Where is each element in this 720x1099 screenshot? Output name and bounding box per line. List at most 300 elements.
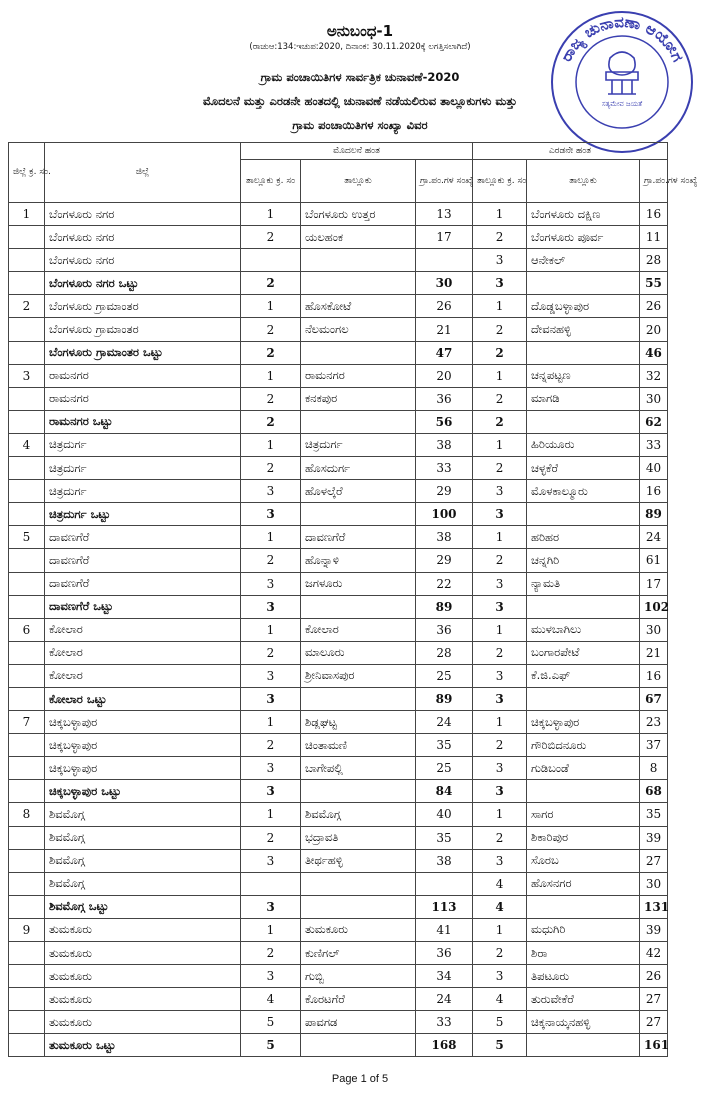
p1-gp-count-cell: 84 (416, 780, 473, 803)
district-cell: ತುಮಕೂರು (45, 918, 241, 941)
p1-taluk-cell (301, 780, 416, 803)
col-district-no: ಜಿಲ್ಲೆ ಕ್ರ. ಸಂ. (9, 143, 45, 203)
p1-taluk-cell (301, 872, 416, 895)
table-row (9, 664, 668, 687)
district-cell: ಚಿತ್ರದುರ್ಗ (45, 457, 241, 480)
district-cell: ಕೋಲಾರ ಒಟ್ಟು (45, 687, 241, 710)
table-row (9, 1011, 668, 1034)
annex-title: ಅನುಬಂಧ-1 (326, 22, 394, 40)
p2-gp-count-cell: 28 (640, 249, 668, 272)
district-sl-cell (9, 687, 45, 710)
p1-taluk-cell: ತುಮಕೂರು (301, 918, 416, 941)
p2-taluk-no-cell: 1 (473, 711, 527, 734)
p2-taluk-no-cell: 3 (473, 249, 527, 272)
p2-taluk-no-cell: 3 (473, 780, 527, 803)
p1-taluk-no-cell: 2 (241, 410, 301, 433)
seal-motto: ಸತ್ಯಮೇವ ಜಯತೆ (601, 100, 643, 108)
p2-taluk-cell: ಮಧುಗಿರಿ (527, 918, 640, 941)
p2-taluk-no-cell: 1 (473, 918, 527, 941)
p2-gp-count-cell: 30 (640, 618, 668, 641)
p1-gp-count-cell: 33 (416, 457, 473, 480)
p2-taluk-cell (527, 687, 640, 710)
p1-taluk-cell: ದಾವಣಗೆರೆ (301, 526, 416, 549)
table-body (9, 203, 668, 1057)
p2-taluk-cell: ಚಿಕ್ಕನಾಯ್ಕನಹಳ್ಳಿ (527, 1011, 640, 1034)
p1-taluk-cell (301, 341, 416, 364)
p2-gp-count-cell: 16 (640, 480, 668, 503)
p1-taluk-no-cell (241, 249, 301, 272)
col-phase-1: ಮೊದಲನೆ ಹಂತ (241, 143, 473, 160)
p1-taluk-no-cell: 1 (241, 803, 301, 826)
p2-gp-count-cell: 161 (640, 1034, 668, 1057)
p2-taluk-cell (527, 272, 640, 295)
p1-taluk-no-cell: 1 (241, 618, 301, 641)
p2-gp-count-cell: 30 (640, 387, 668, 410)
p1-taluk-no-cell: 1 (241, 711, 301, 734)
table-row (9, 549, 668, 572)
table-row (9, 480, 668, 503)
p1-gp-count-cell: 89 (416, 595, 473, 618)
p1-taluk-cell: ಮಾಲೂರು (301, 641, 416, 664)
p1-taluk-cell: ರಾಮನಗರ (301, 364, 416, 387)
p1-taluk-cell: ಚಿಂತಾಮಣಿ (301, 734, 416, 757)
p2-taluk-no-cell: 4 (473, 872, 527, 895)
p1-gp-count-cell: 38 (416, 526, 473, 549)
p2-taluk-no-cell: 3 (473, 687, 527, 710)
p1-taluk-cell: ಕನಕಪುರ (301, 387, 416, 410)
p1-gp-count-cell: 29 (416, 549, 473, 572)
p2-taluk-no-cell: 5 (473, 1011, 527, 1034)
document-title-line-2: ಮೊದಲನೆ ಮತ್ತು ಎರಡನೇ ಹಂತದಲ್ಲಿ ಚುನಾವಣೆ ನಡೆಯಲಿರುವ ತಾಲ್ಲೂಕುಗಳು ಮತ್ತು (202, 94, 518, 108)
p1-taluk-no-cell: 3 (241, 687, 301, 710)
district-sl-cell (9, 595, 45, 618)
table-row (9, 734, 668, 757)
col-p2-taluk-no: ತಾಲ್ಲೂಕು ಕ್ರ. ಸಂ (473, 160, 527, 203)
district-cell: ಚಿಕ್ಕಬಳ್ಳಾಪುರ (45, 734, 241, 757)
table-total-row (9, 503, 668, 526)
p1-gp-count-cell: 40 (416, 803, 473, 826)
p1-taluk-no-cell: 3 (241, 965, 301, 988)
district-sl-cell (9, 549, 45, 572)
p2-gp-count-cell: 89 (640, 503, 668, 526)
district-sl-cell (9, 664, 45, 687)
p2-gp-count-cell: 61 (640, 549, 668, 572)
table-row (9, 364, 668, 387)
district-sl-cell (9, 572, 45, 595)
district-sl-cell (9, 457, 45, 480)
p2-taluk-no-cell: 4 (473, 895, 527, 918)
p2-taluk-cell: ಕೆ.ಜಿ.ಎಫ್ (527, 664, 640, 687)
col-phase-2: ಎರಡನೇ ಹಂತ (473, 143, 668, 160)
p1-taluk-cell: ಯಲಹಂಕ (301, 226, 416, 249)
district-cell: ಚಿಕ್ಕಬಳ್ಳಾಪುರ ಒಟ್ಟು (45, 780, 241, 803)
p2-taluk-no-cell: 4 (473, 988, 527, 1011)
p2-taluk-no-cell: 3 (473, 572, 527, 595)
p1-gp-count-cell: 168 (416, 1034, 473, 1057)
col-district: ಜಿಲ್ಲೆ (45, 143, 241, 203)
p2-taluk-cell: ತುರುವೇಕೆರೆ (527, 988, 640, 1011)
district-cell: ಬೆಂಗಳೂರು ಗ್ರಾಮಾಂತರ (45, 318, 241, 341)
p2-taluk-cell (527, 780, 640, 803)
district-sl-cell (9, 249, 45, 272)
district-cell: ದಾವಣಗೆರೆ (45, 572, 241, 595)
p1-gp-count-cell: 38 (416, 849, 473, 872)
p2-gp-count-cell: 21 (640, 641, 668, 664)
district-cell: ದಾವಣಗೆರೆ (45, 526, 241, 549)
district-cell: ಚಿತ್ರದುರ್ಗ ಒಟ್ಟು (45, 503, 241, 526)
p2-taluk-no-cell: 3 (473, 849, 527, 872)
district-sl-cell (9, 272, 45, 295)
p2-taluk-no-cell: 3 (473, 503, 527, 526)
p1-taluk-cell: ಹೊಸಕೋಟೆ (301, 295, 416, 318)
p2-taluk-no-cell: 2 (473, 318, 527, 341)
district-sl-cell (9, 387, 45, 410)
p1-gp-count-cell: 47 (416, 341, 473, 364)
table-row (9, 295, 668, 318)
p2-taluk-cell: ಶಿರಾ (527, 942, 640, 965)
district-cell: ಶಿವಮೊಗ್ಗ (45, 803, 241, 826)
p2-taluk-cell: ಹರಿಹರ (527, 526, 640, 549)
p1-taluk-no-cell: 3 (241, 595, 301, 618)
p2-gp-count-cell: 24 (640, 526, 668, 549)
p2-taluk-no-cell: 5 (473, 1034, 527, 1057)
p2-taluk-cell (527, 595, 640, 618)
p2-gp-count-cell: 32 (640, 364, 668, 387)
p1-taluk-no-cell: 3 (241, 780, 301, 803)
district-sl-cell: 4 (9, 433, 45, 456)
district-cell: ಕೋಲಾರ (45, 641, 241, 664)
annex-reference: (ರಾಚುಆ:134:ಇಚುಪ:2020, ದಿನಾಂಕ: 30.11.2020ಕ್ಕೆ ಲಗತ್ತಿಸಲಾಗಿದೆ) (249, 42, 471, 52)
district-sl-cell (9, 872, 45, 895)
p1-taluk-no-cell: 1 (241, 918, 301, 941)
p1-taluk-no-cell (241, 872, 301, 895)
p2-gp-count-cell: 33 (640, 433, 668, 456)
p1-taluk-no-cell: 3 (241, 572, 301, 595)
seal-text: ರಾಜ್ಯ ಚುನಾವಣಾ ಆಯೋಗ (557, 12, 687, 65)
p1-taluk-no-cell: 2 (241, 942, 301, 965)
district-cell: ತುಮಕೂರು (45, 965, 241, 988)
p1-gp-count-cell (416, 872, 473, 895)
p1-taluk-cell (301, 595, 416, 618)
p2-gp-count-cell: 39 (640, 826, 668, 849)
p1-gp-count-cell: 13 (416, 203, 473, 226)
table-total-row (9, 780, 668, 803)
p2-taluk-no-cell: 2 (473, 410, 527, 433)
p2-taluk-cell: ಆನೇಕಲ್ (527, 249, 640, 272)
p2-gp-count-cell: 46 (640, 341, 668, 364)
p2-taluk-cell (527, 341, 640, 364)
p1-gp-count-cell: 30 (416, 272, 473, 295)
p1-taluk-cell (301, 410, 416, 433)
p1-gp-count-cell: 29 (416, 480, 473, 503)
district-sl-cell (9, 965, 45, 988)
table-total-row (9, 687, 668, 710)
p2-gp-count-cell: 27 (640, 849, 668, 872)
p2-gp-count-cell: 8 (640, 757, 668, 780)
table-row (9, 618, 668, 641)
p1-gp-count-cell: 33 (416, 1011, 473, 1034)
p2-taluk-cell: ಹೊಸನಗರ (527, 872, 640, 895)
p1-taluk-no-cell: 2 (241, 734, 301, 757)
col-p1-taluk-no: ತಾಲ್ಲೂಕು ಕ್ರ. ಸಂ (241, 160, 301, 203)
district-sl-cell: 3 (9, 364, 45, 387)
p2-taluk-no-cell: 3 (473, 272, 527, 295)
p2-gp-count-cell: 131 (640, 895, 668, 918)
p1-taluk-cell: ಚಿತ್ರದುರ್ಗ (301, 433, 416, 456)
district-sl-cell (9, 1034, 45, 1057)
p2-taluk-no-cell: 2 (473, 641, 527, 664)
district-cell: ಕೋಲಾರ (45, 664, 241, 687)
p1-taluk-cell: ಜಗಳೂರು (301, 572, 416, 595)
p2-gp-count-cell: 35 (640, 803, 668, 826)
table-row (9, 826, 668, 849)
p1-taluk-cell: ಪಾವಗಡ (301, 1011, 416, 1034)
p2-gp-count-cell: 37 (640, 734, 668, 757)
table-row (9, 572, 668, 595)
p2-taluk-no-cell: 2 (473, 734, 527, 757)
district-sl-cell: 5 (9, 526, 45, 549)
district-sl-cell (9, 942, 45, 965)
p2-taluk-cell: ಚಳ್ಳಕೆರೆ (527, 457, 640, 480)
district-cell: ರಾಮನಗರ (45, 387, 241, 410)
table-row (9, 249, 668, 272)
p1-taluk-cell (301, 687, 416, 710)
p1-taluk-no-cell: 2 (241, 272, 301, 295)
district-sl-cell (9, 895, 45, 918)
district-cell: ಬೆಂಗಳೂರು ಗ್ರಾಮಾಂತರ (45, 295, 241, 318)
p1-taluk-no-cell: 3 (241, 480, 301, 503)
district-cell: ಶಿವಮೊಗ್ಗ ಒಟ್ಟು (45, 895, 241, 918)
p2-gp-count-cell: 23 (640, 711, 668, 734)
p1-taluk-no-cell: 2 (241, 826, 301, 849)
p2-taluk-cell: ಶಿಕಾರಿಪುರ (527, 826, 640, 849)
table-row (9, 988, 668, 1011)
p2-gp-count-cell: 39 (640, 918, 668, 941)
table-row (9, 942, 668, 965)
district-sl-cell (9, 641, 45, 664)
p1-gp-count-cell: 20 (416, 364, 473, 387)
p1-gp-count-cell: 34 (416, 965, 473, 988)
district-cell: ಕೋಲಾರ (45, 618, 241, 641)
p2-taluk-cell: ಹಿರಿಯೂರು (527, 433, 640, 456)
p1-gp-count-cell: 35 (416, 826, 473, 849)
table-total-row (9, 410, 668, 433)
table-row (9, 757, 668, 780)
district-cell: ಶಿವಮೊಗ್ಗ (45, 849, 241, 872)
table-total-row (9, 595, 668, 618)
col-p1-gp-count: ಗ್ರಾ.ಪಂ.ಗಳ ಸಂಖ್ಯೆ (416, 160, 473, 203)
p2-taluk-no-cell: 1 (473, 803, 527, 826)
table-row (9, 526, 668, 549)
district-sl-cell (9, 734, 45, 757)
p2-taluk-cell: ಬಂಗಾರಪೇಟೆ (527, 641, 640, 664)
p1-taluk-no-cell: 2 (241, 549, 301, 572)
p1-taluk-no-cell: 3 (241, 664, 301, 687)
p1-gp-count-cell: 24 (416, 711, 473, 734)
district-sl-cell: 7 (9, 711, 45, 734)
taluk-gp-table (8, 142, 698, 1057)
district-cell: ತುಮಕೂರು (45, 942, 241, 965)
p2-taluk-no-cell: 3 (473, 757, 527, 780)
p2-taluk-no-cell: 1 (473, 203, 527, 226)
p2-taluk-cell: ಚನ್ನಪಟ್ಟಣ (527, 364, 640, 387)
p1-taluk-cell: ಕುಣಿಗಲ್ (301, 942, 416, 965)
district-sl-cell: 9 (9, 918, 45, 941)
p2-taluk-cell (527, 503, 640, 526)
p1-taluk-no-cell: 1 (241, 526, 301, 549)
p1-taluk-no-cell: 2 (241, 226, 301, 249)
district-cell: ಚಿತ್ರದುರ್ಗ (45, 433, 241, 456)
p1-taluk-cell (301, 895, 416, 918)
district-sl-cell (9, 410, 45, 433)
p1-gp-count-cell: 89 (416, 687, 473, 710)
p2-gp-count-cell: 20 (640, 318, 668, 341)
p2-gp-count-cell: 68 (640, 780, 668, 803)
district-sl-cell: 6 (9, 618, 45, 641)
p1-taluk-no-cell: 2 (241, 457, 301, 480)
table-row (9, 872, 668, 895)
p1-gp-count-cell: 36 (416, 618, 473, 641)
p2-taluk-cell: ಬೆಂಗಳೂರು ಪೂರ್ವ (527, 226, 640, 249)
table-row (9, 226, 668, 249)
district-sl-cell (9, 503, 45, 526)
p2-taluk-cell: ನ್ಯಾಮತಿ (527, 572, 640, 595)
p2-taluk-cell: ಚಿಕ್ಕಬಳ್ಳಾಪುರ (527, 711, 640, 734)
p1-taluk-no-cell: 3 (241, 757, 301, 780)
p2-taluk-no-cell: 3 (473, 595, 527, 618)
p2-taluk-cell: ತಿಪಟೂರು (527, 965, 640, 988)
district-sl-cell (9, 757, 45, 780)
col-p2-taluk: ತಾಲ್ಲೂಕು (527, 160, 640, 203)
col-p1-taluk: ತಾಲ್ಲೂಕು (301, 160, 416, 203)
p1-taluk-no-cell: 2 (241, 641, 301, 664)
table-total-row (9, 895, 668, 918)
p1-gp-count-cell: 21 (416, 318, 473, 341)
p2-gp-count-cell: 17 (640, 572, 668, 595)
district-sl-cell: 1 (9, 203, 45, 226)
district-cell: ದಾವಣಗೆರೆ (45, 549, 241, 572)
p1-gp-count-cell: 56 (416, 410, 473, 433)
p1-gp-count-cell: 28 (416, 641, 473, 664)
district-sl-cell (9, 341, 45, 364)
p1-taluk-cell (301, 249, 416, 272)
p2-taluk-no-cell: 3 (473, 664, 527, 687)
table-row (9, 203, 668, 226)
p2-taluk-cell (527, 1034, 640, 1057)
table-total-row (9, 341, 668, 364)
p1-taluk-cell (301, 272, 416, 295)
district-cell: ರಾಮನಗರ (45, 364, 241, 387)
p2-gp-count-cell: 26 (640, 295, 668, 318)
p1-taluk-cell: ನೆಲಮಂಗಲ (301, 318, 416, 341)
p2-taluk-no-cell: 2 (473, 942, 527, 965)
district-sl-cell (9, 226, 45, 249)
p2-taluk-cell: ಸೊರಬ (527, 849, 640, 872)
p2-taluk-cell: ದೇವನಹಳ್ಳಿ (527, 318, 640, 341)
district-sl-cell (9, 849, 45, 872)
col-p2-gp-count: ಗ್ರಾ.ಪಂ.ಗಳ ಸಂಖ್ಯೆ (640, 160, 668, 203)
p1-gp-count-cell (416, 249, 473, 272)
p2-gp-count-cell: 27 (640, 988, 668, 1011)
p1-taluk-no-cell: 3 (241, 503, 301, 526)
p1-taluk-cell: ಭದ್ರಾವತಿ (301, 826, 416, 849)
p1-taluk-cell (301, 503, 416, 526)
p1-gp-count-cell: 24 (416, 988, 473, 1011)
table-row (9, 849, 668, 872)
district-cell: ತುಮಕೂರು ಒಟ್ಟು (45, 1034, 241, 1057)
p1-gp-count-cell: 22 (416, 572, 473, 595)
p2-gp-count-cell: 30 (640, 872, 668, 895)
p2-taluk-no-cell: 3 (473, 965, 527, 988)
p1-gp-count-cell: 113 (416, 895, 473, 918)
p2-taluk-cell: ಮುಳಬಾಗಿಲು (527, 618, 640, 641)
district-cell: ರಾಮನಗರ ಒಟ್ಟು (45, 410, 241, 433)
p1-taluk-cell: ಶಿಡ್ಲಘಟ್ಟ (301, 711, 416, 734)
p1-gp-count-cell: 41 (416, 918, 473, 941)
p1-taluk-cell: ಶ್ರೀನಿವಾಸಪುರ (301, 664, 416, 687)
p2-taluk-cell: ಗುಡಿಬಂಡೆ (527, 757, 640, 780)
p1-taluk-no-cell: 3 (241, 849, 301, 872)
p2-gp-count-cell: 40 (640, 457, 668, 480)
district-cell: ಬೆಂಗಳೂರು ಗ್ರಾಮಾಂತರ ಒಟ್ಟು (45, 341, 241, 364)
p2-taluk-no-cell: 1 (473, 618, 527, 641)
table-total-row (9, 1034, 668, 1057)
p1-taluk-cell: ಕೋಲಾರ (301, 618, 416, 641)
p1-taluk-no-cell: 2 (241, 387, 301, 410)
p1-taluk-cell: ತೀರ್ಥಹಳ್ಳಿ (301, 849, 416, 872)
p2-gp-count-cell: 11 (640, 226, 668, 249)
p1-gp-count-cell: 25 (416, 664, 473, 687)
p2-taluk-cell: ಮೊಳಕಾಲ್ಮೂರು (527, 480, 640, 503)
district-sl-cell (9, 1011, 45, 1034)
p1-taluk-cell: ಹೊಸದುರ್ಗ (301, 457, 416, 480)
p1-taluk-no-cell: 1 (241, 364, 301, 387)
p1-taluk-cell: ಶಿವಮೊಗ್ಗ (301, 803, 416, 826)
p2-taluk-no-cell: 2 (473, 549, 527, 572)
p1-taluk-no-cell: 3 (241, 895, 301, 918)
p2-taluk-cell: ಚನ್ನಗಿರಿ (527, 549, 640, 572)
p2-taluk-no-cell: 2 (473, 341, 527, 364)
page-number: Page 1 of 5 (331, 1073, 389, 1085)
p1-taluk-no-cell: 2 (241, 318, 301, 341)
p2-taluk-no-cell: 3 (473, 480, 527, 503)
p1-taluk-no-cell: 1 (241, 295, 301, 318)
p2-taluk-no-cell: 1 (473, 364, 527, 387)
p2-taluk-no-cell: 2 (473, 826, 527, 849)
p2-gp-count-cell: 55 (640, 272, 668, 295)
district-cell: ಬೆಂಗಳೂರು ನಗರ ಒಟ್ಟು (45, 272, 241, 295)
p2-gp-count-cell: 42 (640, 942, 668, 965)
p1-taluk-no-cell: 1 (241, 203, 301, 226)
table-row (9, 318, 668, 341)
document-title-line-3: ಗ್ರಾಮ ಪಂಚಾಯಿತಿಗಳ ಸಂಖ್ಯಾ ವಿವರ (292, 118, 428, 132)
p2-gp-count-cell: 62 (640, 410, 668, 433)
table-row (9, 641, 668, 664)
p1-gp-count-cell: 36 (416, 942, 473, 965)
district-sl-cell: 8 (9, 803, 45, 826)
p1-taluk-cell: ಹೊಳಲ್ಕೆರೆ (301, 480, 416, 503)
district-cell: ಬೆಂಗಳೂರು ನಗರ (45, 203, 241, 226)
district-cell: ಬೆಂಗಳೂರು ನಗರ (45, 249, 241, 272)
p2-taluk-cell: ಬೆಂಗಳೂರು ದಕ್ಷಿಣ (527, 203, 640, 226)
district-cell: ದಾವಣಗೆರೆ ಒಟ್ಟು (45, 595, 241, 618)
p2-taluk-cell: ದೊಡ್ಡಬಳ್ಳಾಪುರ (527, 295, 640, 318)
document-title-line-1: ಗ್ರಾಮ ಪಂಚಾಯಿತಿಗಳ ಸಾರ್ವತ್ರಿಕ ಚುನಾವಣೆ-2020 (260, 70, 460, 84)
district-cell: ತುಮಕೂರು (45, 988, 241, 1011)
p2-gp-count-cell: 102 (640, 595, 668, 618)
p1-taluk-no-cell: 2 (241, 341, 301, 364)
emblem-icon (606, 52, 638, 94)
